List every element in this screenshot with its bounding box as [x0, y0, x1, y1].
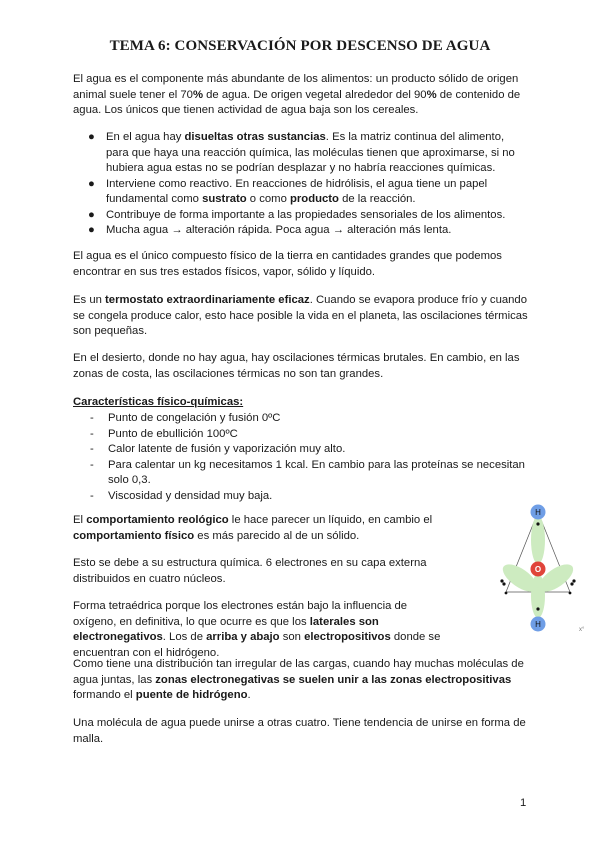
- list-item: - Punto de ebullición 100ºC: [90, 427, 238, 440]
- characteristics-list: [73, 411, 528, 504]
- water-roles-list: [73, 130, 528, 239]
- intro-paragraph: El agua es el componente más abundante de los alimentos: un producto sólido de origen animal suele tener el 70% de agua. De origen vegetal alrededor del 90% de contenido de agua. Los únicos que tienen actividad de agua baja son los cereales.: [73, 73, 521, 116]
- tetrahedral-paragraph: Forma tetraédrica porque los electrones están bajo la influencia de oxígeno, en definitiva, lo que ocurre es que los laterales son electronegativos. Los de arriba y abajo son electropositivos donde se encuentran con el hidrógeno.: [73, 600, 441, 659]
- thermostat-paragraph: Es un termostato extraordinariamente eficaz. Cuando se evapora produce frío y cuando se congela produce calor, esto hace posible la vida en el planeta, las oscilaciones térmicas son pequeñas.: [73, 294, 528, 337]
- angle-label: x°: [579, 627, 585, 633]
- list-item: ● En el agua hay disueltas otras sustancias. Es la matriz continua del alimento, para que haya una reacción química, las moléculas tienen que aproximarse, si no hubiera agua estas no se podrían desplazar y no habría reacciones químicas.: [88, 131, 515, 174]
- characteristics-title: Características físico-químicas:: [73, 396, 244, 408]
- water-molecule-diagram: [498, 500, 598, 640]
- list-item: - Calor latente de fusión y vaporización muy alto.: [90, 443, 346, 455]
- list-item: ● Mucha agua → alteración rápida. Poca agua → alteración más lenta.: [88, 224, 452, 236]
- hydrogen-bond-paragraph: Como tiene una distribución tan irregular de las cargas, cuando hay muchas moléculas de agua juntas, las zonas electronegativas se suelen unir a las zonas electropositivas formando el puente de hidrógeno.: [73, 658, 524, 701]
- list-item: ● Interviene como reactivo. En reacciones de hidrólisis, el agua tiene un papel fundamental como sustrato o como producto de la reacción.: [88, 177, 488, 205]
- list-item: ● Contribuye de forma importante a las propiedades sensoriales de los alimentos.: [88, 208, 506, 221]
- structure-paragraph: Esto se debe a su estructura química. 6 electrones en su capa externa distribuidos en cuatro núcleos.: [73, 557, 427, 585]
- mesh-paragraph: Una molécula de agua puede unirse a otras cuatro. Tiene tendencia de unirse en forma de malla.: [73, 717, 526, 745]
- hydrogen-bottom-label: H: [535, 620, 541, 629]
- page-number: 1: [520, 797, 527, 809]
- states-paragraph: El agua es el único compuesto físico de la tierra en cantidades grandes que podemos encontrar en sus tres estados físicos, vapor, sólido y líquido.: [73, 250, 502, 278]
- list-item: - Viscosidad y densidad muy baja.: [90, 489, 273, 502]
- list-item: - Punto de congelación y fusión 0ºC: [90, 412, 281, 424]
- oxygen-label: O: [534, 565, 542, 574]
- desert-paragraph: En el desierto, donde no hay agua, hay oscilaciones térmicas brutales. En cambio, en las zonas de costa, las oscilaciones térmicas no son tan grandes.: [73, 352, 520, 380]
- rheology-paragraph: El comportamiento reológico le hace parecer un líquido, en cambio el comportamiento físico es más parecido al de un sólido.: [73, 514, 433, 542]
- page-title: TEMA 6: CONSERVACIÓN POR DESCENSO DE AGUA: [109, 38, 491, 54]
- list-item: - Para calentar un kg necesitamos 1 kcal. En cambio para las proteínas se necesitan solo 0,3.: [90, 458, 525, 486]
- hydrogen-top-label: H: [535, 508, 541, 517]
